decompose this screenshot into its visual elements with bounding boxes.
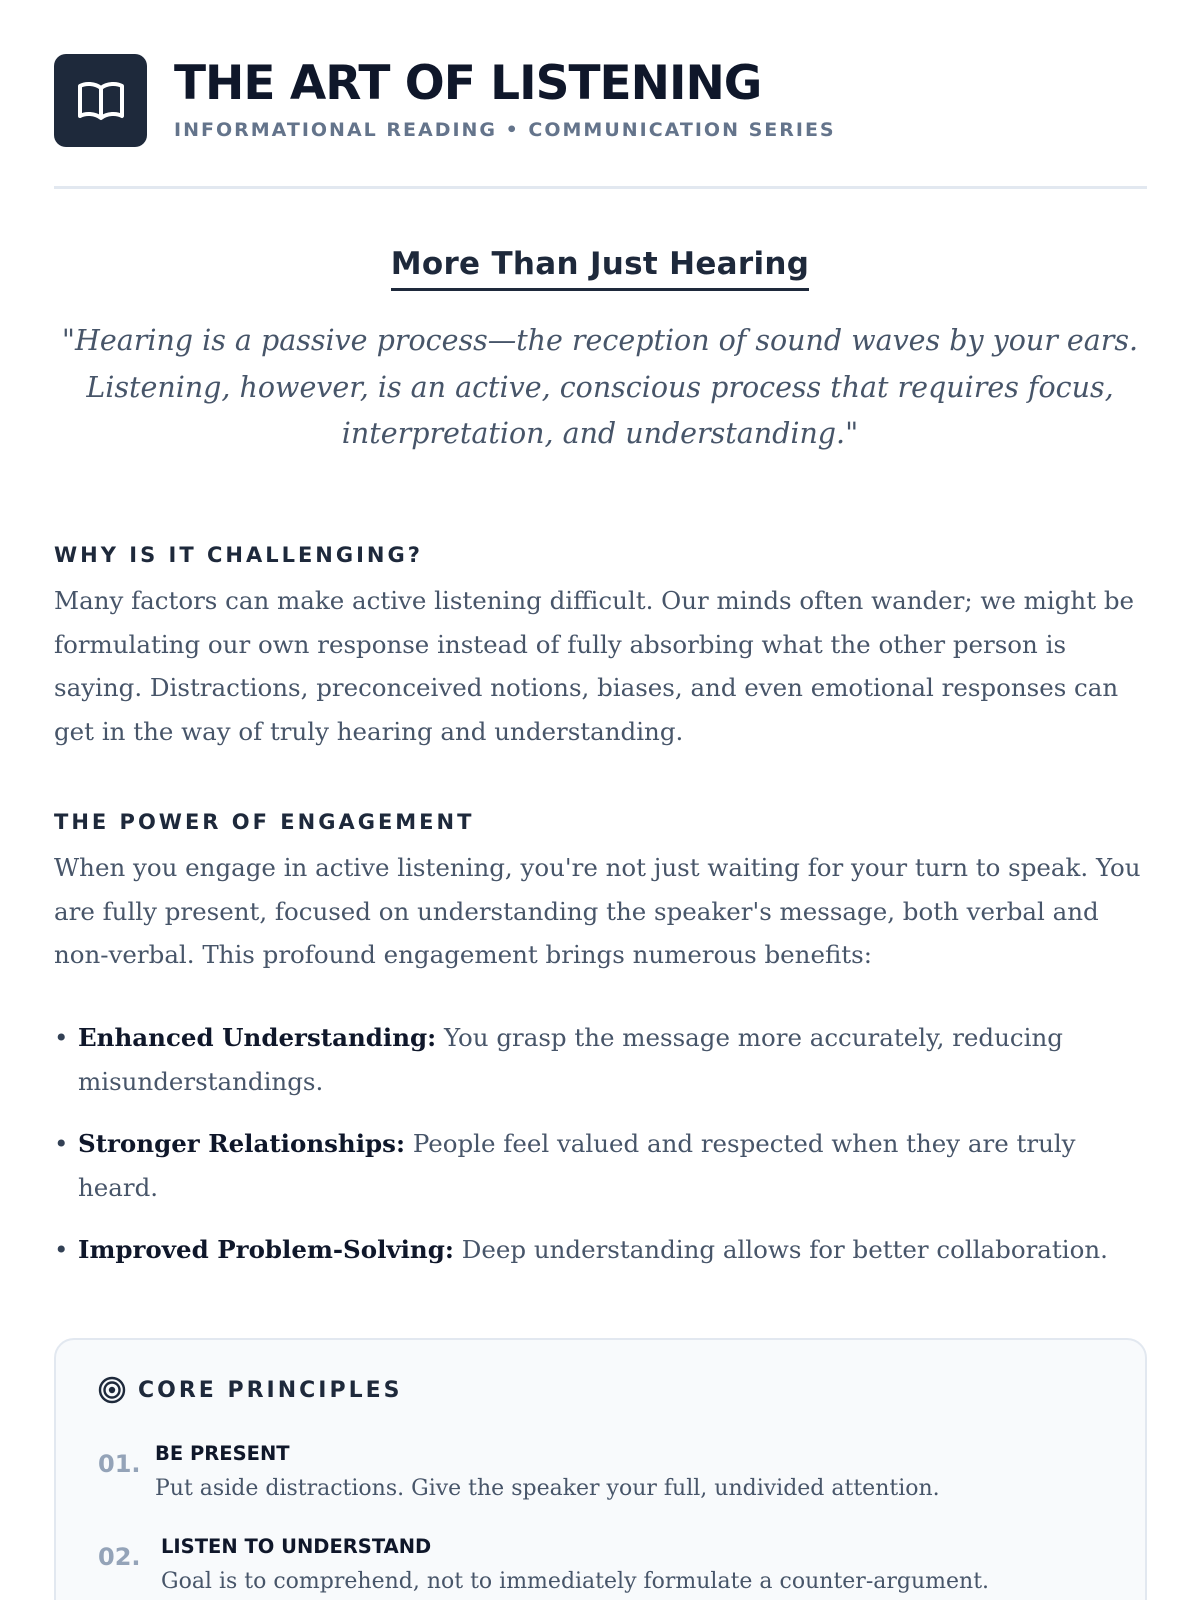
page-title: THE ART OF LISTENING [174, 56, 762, 111]
list-item [54, 1122, 1154, 1209]
benefit-label: Enhanced Understanding: [78, 1023, 437, 1052]
principle-title: LISTEN TO UNDERSTAND [161, 1535, 432, 1558]
heading-power-of-engagement: THE POWER OF ENGAGEMENT [54, 810, 475, 834]
core-principles-title: CORE PRINCIPLES [138, 1377, 403, 1403]
core-principles-header [98, 1376, 402, 1404]
benefit-label: Stronger Relationships: [78, 1129, 406, 1158]
benefit-text: You grasp the message more accurately, reducing misunderstandings. [78, 1023, 1063, 1096]
principle-number: 01. [98, 1450, 141, 1478]
benefit-text: Deep understanding allows for better collaboration. [453, 1235, 1108, 1264]
principle-description: Goal is to comprehend, not to immediately formulate a counter-argument. [161, 1569, 990, 1594]
core-principles-card [54, 1338, 1147, 1600]
benefits-list [54, 1016, 1154, 1291]
section-title: More Than Just Hearing [391, 246, 810, 291]
pull-quote: "Hearing is a passive process—the reception of sound waves by your ears. Listening, however, is an active, conscious process that requires focus, interpretation, and understanding." [61, 324, 1139, 450]
section-title-container [0, 246, 1200, 291]
target-icon [98, 1376, 126, 1404]
paragraph-why-challenging: Many factors can make active listening difficult. Our minds often wander; we might be formulating our own response instead of fully absorbing what the other person is saying. Distractions, preconceived notions, biases, and even emotional responses can get in the way of truly hearing and understanding. [54, 586, 1135, 746]
page-header [54, 54, 1147, 189]
heading-why-challenging: WHY IS IT CHALLENGING? [54, 543, 423, 567]
benefit-text: People feel valued and respected when they are truly heard. [78, 1129, 1076, 1202]
principle-description: Put aside distractions. Give the speaker your full, undivided attention. [155, 1476, 940, 1501]
list-item [54, 1228, 1154, 1272]
open-book-icon [54, 54, 147, 147]
principle-number: 02. [98, 1543, 141, 1571]
benefit-label: Improved Problem-Solving: [78, 1235, 454, 1264]
paragraph-power-of-engagement: When you engage in active listening, you're not just waiting for your turn to speak. You are fully present, focused on understanding the speaker's message, both verbal and non-verbal. This profound engagement brings numerous benefits: [54, 853, 1141, 969]
principle-title: BE PRESENT [155, 1442, 290, 1465]
list-item [54, 1016, 1154, 1103]
page-subtitle: INFORMATIONAL READING • COMMUNICATION SERIES [174, 119, 836, 141]
